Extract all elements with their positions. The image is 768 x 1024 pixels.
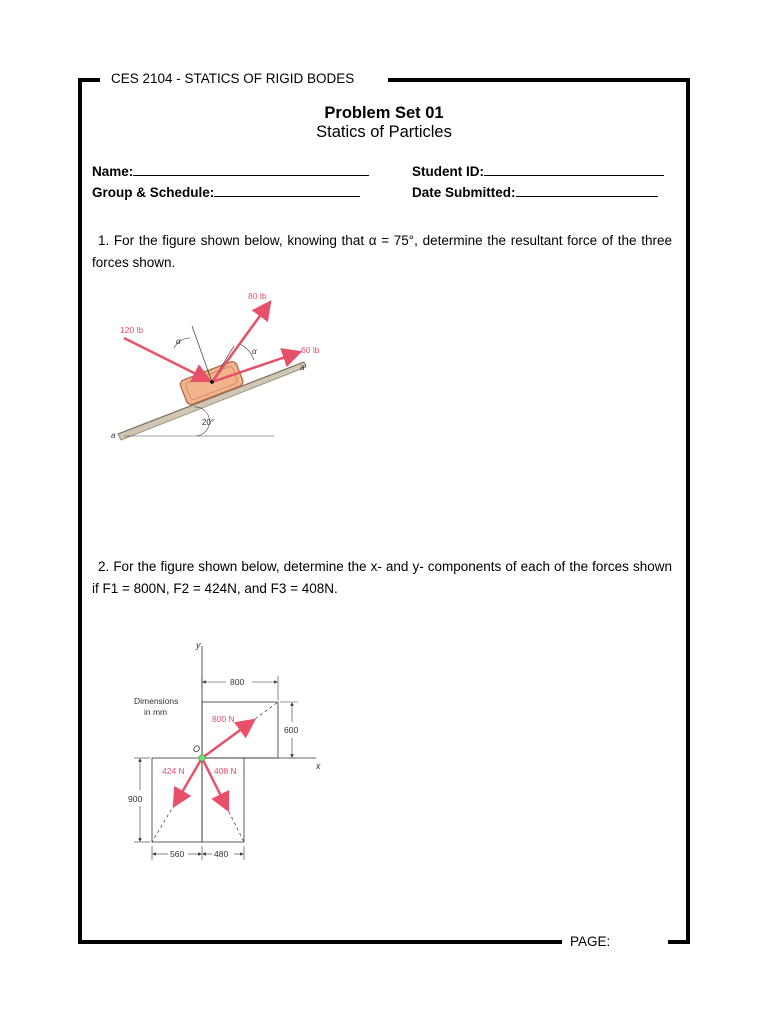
date-field[interactable] (412, 183, 658, 200)
frame-right (686, 78, 690, 944)
group-label: Group & Schedule: (92, 185, 215, 200)
force-60-label: 60 lb (301, 345, 320, 355)
date-line[interactable] (516, 183, 658, 197)
angle-20-label: 20° (202, 418, 215, 427)
alpha-1-label: α (176, 337, 181, 346)
dim-800-label: 800 (230, 677, 245, 687)
frame-top-right (388, 78, 690, 82)
force-120-arrow (124, 338, 210, 381)
dimensions-label-line-1: Dimensions (134, 696, 179, 706)
page-subtitle: Statics of Particles (316, 123, 452, 141)
frame-bottom-left (78, 940, 562, 944)
page-title: Problem Set 01 (324, 104, 444, 122)
problem-2-text: 2. For the figure shown below, determine the x- and y- components of each of the forces shown if F1 = 800N, F2 = 424N, and F3 = 408N. (92, 559, 672, 596)
force-800-arrow (202, 720, 254, 758)
x-axis-label: x (316, 761, 321, 771)
problem-1-figure (104, 286, 344, 446)
problem-1-text: 1. For the figure shown below, knowing that α = 75°, determine the resultant force of the three forces shown. (92, 233, 672, 270)
point-a-label: a (111, 431, 116, 440)
dimensions-label-line-2: in mm (144, 707, 168, 717)
force-408-label: 408 N (214, 766, 237, 776)
course-header: CES 2104 - STATICS OF RIGID BODES (108, 71, 357, 86)
force-80-arrow (212, 302, 270, 382)
y-axis-label: y (196, 640, 201, 650)
group-field[interactable] (92, 183, 360, 200)
date-label: Date Submitted: (412, 185, 516, 200)
name-field[interactable] (92, 162, 369, 179)
frame-bottom-right (668, 940, 690, 944)
page-label: PAGE: (567, 934, 613, 949)
force-80-label: 80 lb (248, 291, 267, 301)
force-application-point (210, 380, 214, 384)
force-800-label: 800 N (212, 714, 235, 724)
student-id-field[interactable] (412, 162, 664, 179)
group-line[interactable] (214, 183, 360, 197)
point-a-prime-label: a′ (300, 363, 306, 372)
origin-label: O (193, 744, 201, 754)
name-label: Name: (92, 164, 134, 179)
dim-600-label: 600 (284, 725, 299, 735)
frame-left (78, 78, 82, 944)
force-120-label: 120 lb (120, 325, 144, 335)
dim-480-label: 480 (214, 849, 229, 859)
origin-point (199, 755, 205, 761)
alpha-2-label: α (252, 347, 257, 356)
force-424-label: 424 N (162, 766, 185, 776)
name-line[interactable] (133, 162, 369, 176)
problem-2-figure (120, 638, 360, 868)
student-id-label: Student ID: (412, 164, 484, 179)
dim-900-label: 900 (128, 794, 143, 804)
student-id-line[interactable] (484, 162, 664, 176)
dim-560-label: 560 (170, 849, 185, 859)
